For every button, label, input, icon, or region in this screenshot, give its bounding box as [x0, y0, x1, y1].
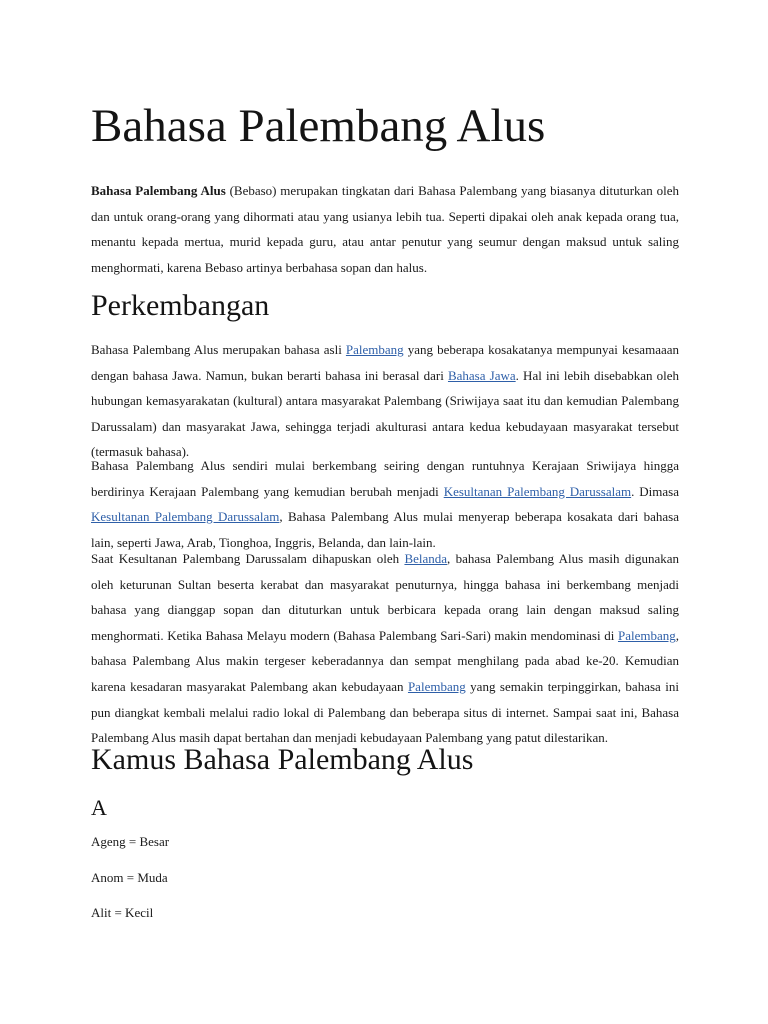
- link-palembang[interactable]: Palembang: [617, 627, 676, 643]
- perkembangan-paragraph-3: [91, 546, 679, 751]
- link-bahasa-jawa[interactable]: Bahasa Jawa: [447, 367, 516, 383]
- document-title: Bahasa Palembang Alus: [91, 100, 546, 152]
- paragraph-text: Bahasa Palembang Alus sendiri mulai berkembang seiring dengan runtuhnya Kerajaan Sriwijaya hingga berdirinya Kerajaan Palembang yang kemudian berubah menjadi: [91, 458, 679, 499]
- link-belanda[interactable]: Belanda: [404, 551, 448, 566]
- intro-paragraph: [91, 178, 679, 280]
- paragraph-text: . Hal ini lebih disebabkan oleh hubungan kemasyarakatan (kultural) antara masyarakat Palembang (Sriwijaya saat itu dan kemudian Palembang Darussalam) dan masyarakat Jawa, sehingga terjadi akulturasi antara kedua kebudayaan masyarakat tersebut (termasuk bahasa).: [91, 367, 679, 460]
- paragraph-text: , Bahasa Palembang Alus mulai menyerap beberapa kosakata dari bahasa lain, seperti Jawa, Arab, Tionghoa, Inggris, Belanda, dan lain-lain.: [91, 509, 679, 550]
- dictionary-entry: Alit = Kecil: [91, 905, 154, 920]
- paragraph-text: Saat Kesultanan Palembang Darussalam dihapuskan oleh: [91, 551, 405, 566]
- link-palembang[interactable]: Palembang: [345, 342, 404, 357]
- section-heading-kamus: Kamus Bahasa Palembang Alus: [91, 743, 474, 776]
- paragraph-text: yang beberapa kosakatanya mempunyai kesamaaan dengan bahasa Jawa. Namun, bukan berarti bahasa ini berasal dari: [91, 342, 680, 383]
- link-kesultanan-palembang-darussalam[interactable]: Kesultanan Palembang Darussalam: [443, 483, 632, 499]
- section-heading-perkembangan: Perkembangan: [91, 289, 270, 322]
- paragraph-text: . Dimasa: [631, 483, 679, 499]
- intro-text: (Bebaso) merupakan tingkatan dari Bahasa Palembang yang biasanya dituturkan oleh dan untuk orang-orang yang dihormati atau yang usianya lebih tua. Seperti dipakai oleh anak kepada orang tua, menantu kepada mertua, murid kepada guru, atau antar penutur yang seumur dengan maksud untuk saling menghormati, karena Bebaso artinya berbahasa sopan dan halus.: [91, 183, 679, 275]
- link-palembang[interactable]: Palembang: [407, 678, 466, 694]
- dictionary-letter-heading: A: [91, 795, 107, 820]
- paragraph-text: , bahasa Palembang Alus makin tergeser keberadannya dan sempat menghilang pada abad ke-20. Kemudian karena kesadaran masyarakat Palembang akan kebudayaan: [91, 627, 679, 694]
- perkembangan-paragraph-1: [91, 337, 679, 465]
- dictionary-entry: Ageng = Besar: [91, 834, 170, 849]
- link-kesultanan-palembang-darussalam[interactable]: Kesultanan Palembang Darussalam: [91, 509, 280, 525]
- paragraph-text: Bahasa Palembang Alus merupakan bahasa asli: [91, 342, 346, 357]
- paragraph-text: , bahasa Palembang Alus masih digunakan oleh keturunan Sultan beserta kerabat dan masyarakat penuturnya, hingga bahasa ini berkembang menjadi bahasa yang dianggap sopan dan dituturkan untuk berbicara kepada orang lain dengan maksud saling menghormati. Ketika Bahasa Melayu modern (Bahasa Palembang Sari-Sari) makin mendominasi di: [91, 551, 679, 643]
- paragraph-text: yang semakin terpinggirkan, bahasa ini pun diangkat kembali melalui radio lokal di Palembang dan beberapa situs di internet. Sampai saat ini, Bahasa Palembang Alus masih dapat bertahan dan menjadi kebudayaan Palembang yang patut dilestarikan.: [91, 678, 679, 746]
- intro-bold-term: Bahasa Palembang Alus: [91, 183, 226, 198]
- dictionary-entry: Anom = Muda: [91, 870, 168, 885]
- perkembangan-paragraph-2: [91, 453, 679, 555]
